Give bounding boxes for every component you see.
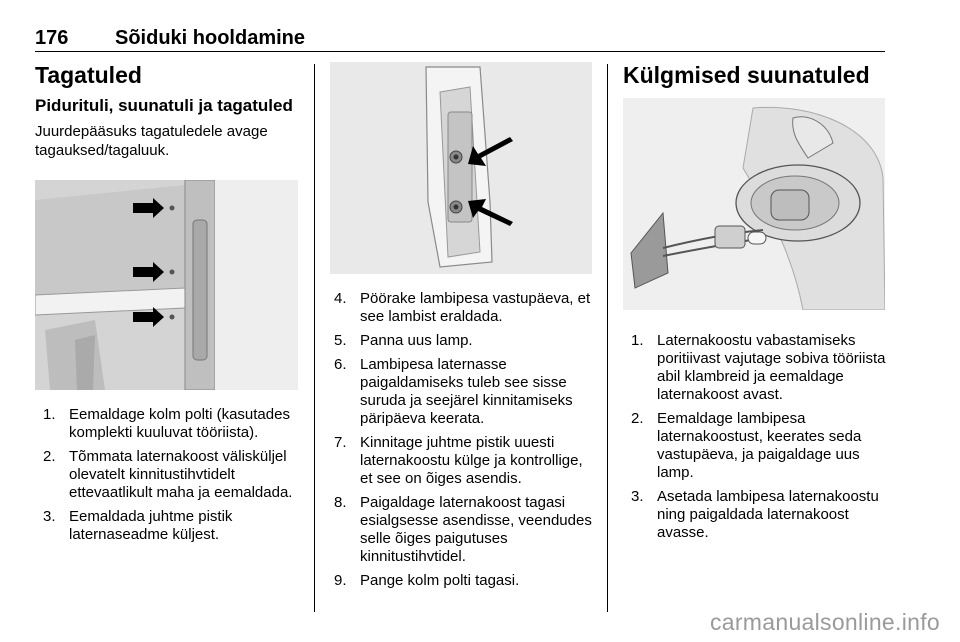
column-middle bbox=[330, 62, 592, 596]
list-item: 8. Paigaldage laternakoost tagasi esialgsesse asendisse, veendudes selle õiges paigutuses kinnitustihvtidel. bbox=[334, 494, 592, 565]
side-indicator-illustration bbox=[623, 98, 885, 310]
list-item: 1. Eemaldage kolm polti (kasutades komplekti kuuluvat tööriista). bbox=[43, 406, 290, 441]
subsection-heading: Pidurituli, suunatuli ja tagatuled bbox=[35, 96, 293, 115]
list-item: 3. Asetada lambipesa laternakoostu ning paigaldada laternakoost avasse. bbox=[631, 488, 879, 541]
page-number: 176 bbox=[35, 27, 69, 49]
list-item: 2. Eemaldage lambipesa laternakoostust, keerates seda vastupäeva, ja paigaldage uus lamp. bbox=[631, 410, 862, 481]
section-heading: Tagatuled bbox=[35, 62, 142, 88]
column-left bbox=[35, 62, 300, 550]
column-divider-1 bbox=[314, 64, 315, 612]
list-item: 7. Kinnitage juhtme pistik uuesti laternakoostu külge ja kontrollige, et see on õiges asendis. bbox=[334, 434, 583, 487]
list-item: 2. Tõmmata laternakoost välisküljel olevatelt kinnitustihvtidelt ettevaatlikult maha ja eemaldada. bbox=[43, 448, 293, 501]
steps-list-left bbox=[35, 406, 300, 544]
bulb-holder-figure bbox=[330, 62, 592, 274]
steps-list-right bbox=[623, 332, 888, 542]
watermark: carmanualsonline.info bbox=[709, 609, 940, 635]
list-item: 5. Panna uus lamp. bbox=[334, 332, 473, 349]
list-item: 9. Pange kolm polti tagasi. bbox=[334, 572, 520, 589]
column-right bbox=[623, 62, 888, 548]
list-item: 3. Eemaldada juhtme pistik laternaseadme küljest. bbox=[43, 508, 233, 543]
list-item: 6. Lambipesa laternasse paigaldamiseks tuleb see sisse suruda ja seejärel kinnitamiseks päripäeva keerata. bbox=[334, 356, 573, 427]
section-title: Sõiduki hooldamine bbox=[115, 27, 306, 49]
header-rule bbox=[35, 51, 885, 52]
steps-list-middle bbox=[330, 290, 592, 590]
list-item: 1. Laternakoostu vabastamiseks poritiivast vajutage sobiva tööriista abil klambreid ja eemaldage laternakoost avast. bbox=[631, 332, 886, 403]
list-item: 4. Pöörake lambipesa vastupäeva, et see lambist eraldada. bbox=[334, 290, 591, 325]
page-header bbox=[35, 27, 885, 49]
rear-light-illustration bbox=[35, 180, 298, 390]
bulb-holder-illustration bbox=[330, 62, 592, 274]
intro-text: Juurdepääsuks tagatuledele avage tagauksed/tagaluuk. bbox=[35, 123, 268, 159]
column-divider-2 bbox=[607, 64, 608, 612]
rear-light-figure bbox=[35, 180, 298, 390]
section-heading: Külgmised suunatuled bbox=[623, 62, 870, 88]
side-indicator-figure bbox=[623, 98, 885, 310]
